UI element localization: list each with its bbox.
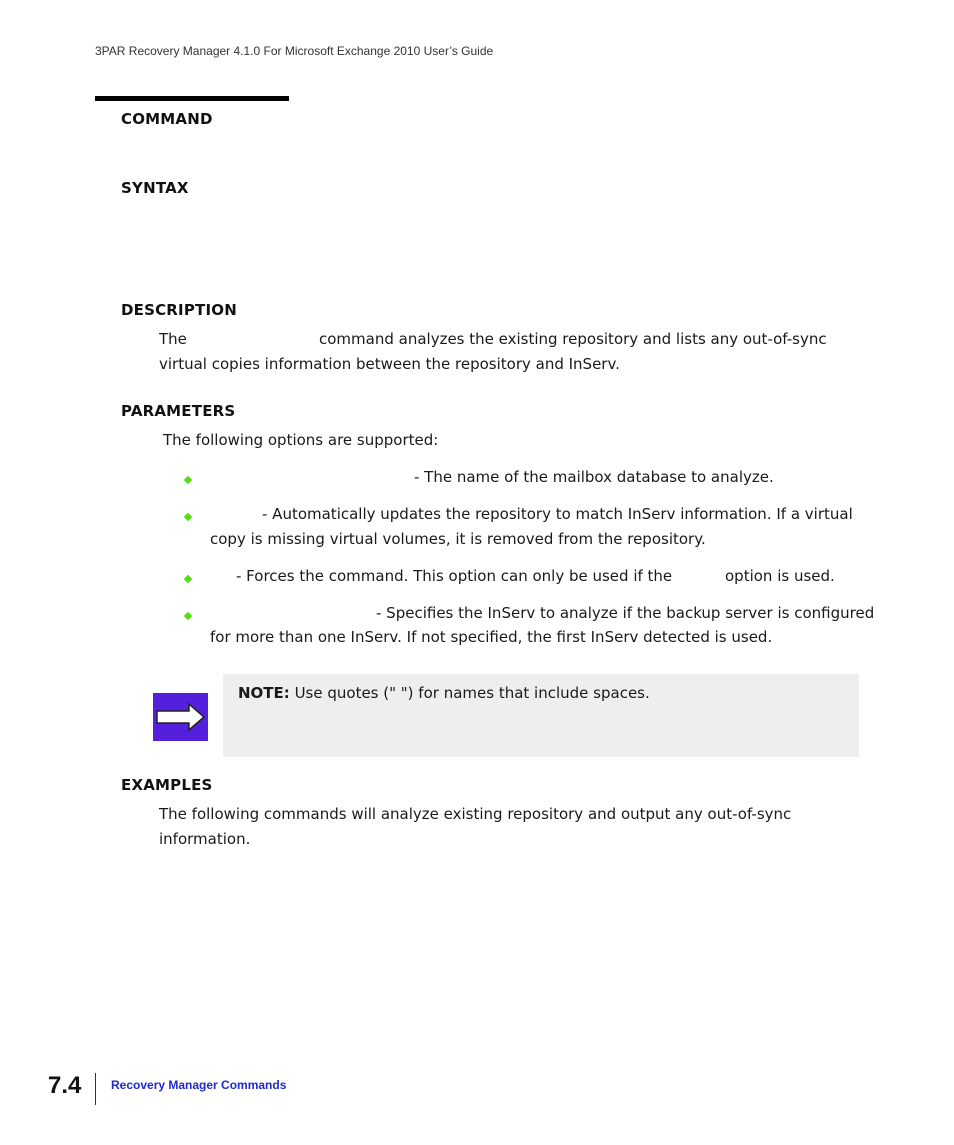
parameters-intro: The following options are supported:	[163, 431, 439, 449]
description-line2: virtual copies information between the repository and InServ.	[159, 355, 620, 373]
footer-divider	[95, 1073, 96, 1105]
footer-chapter: Recovery Manager Commands	[111, 1078, 287, 1092]
heading-examples: EXAMPLES	[121, 776, 213, 794]
description-line1: command analyzes the existing repository and lists any out-of-sync	[319, 330, 827, 348]
bullet-icon	[184, 612, 192, 620]
description-lead: The	[159, 330, 187, 348]
param-3-tail: option is used.	[725, 567, 835, 585]
note-label: NOTE:	[238, 684, 290, 702]
heading-command: COMMAND	[121, 110, 213, 128]
param-1-text: - The name of the mailbox database to analyze.	[414, 468, 774, 486]
section-rule	[95, 96, 289, 101]
page-number: 7.4	[48, 1072, 82, 1099]
heading-syntax: SYNTAX	[121, 179, 189, 197]
heading-description: DESCRIPTION	[121, 301, 237, 319]
note-text	[238, 684, 650, 702]
examples-line1: The following commands will analyze existing repository and output any out-of-sync	[159, 805, 792, 823]
param-4-line2: for more than one InServ. If not specified, the first InServ detected is used.	[210, 628, 773, 646]
param-2-line1: - Automatically updates the repository to match InServ information. If a virtual	[262, 505, 853, 523]
bullet-icon	[184, 476, 192, 484]
bullet-icon	[184, 575, 192, 583]
param-3-line1: - Forces the command. This option can only be used if the	[236, 567, 673, 585]
arrow-right-icon	[153, 693, 208, 741]
note-body: Use quotes (" ") for names that include spaces.	[294, 684, 650, 702]
bullet-icon	[184, 513, 192, 521]
running-header: 3PAR Recovery Manager 4.1.0 For Microsoft Exchange 2010 User’s Guide	[95, 44, 494, 58]
param-2-line2: copy is missing virtual volumes, it is removed from the repository.	[210, 530, 706, 548]
param-4-line1: - Specifies the InServ to analyze if the backup server is configured	[376, 604, 875, 622]
examples-line2: information.	[159, 830, 251, 848]
heading-parameters: PARAMETERS	[121, 402, 236, 420]
